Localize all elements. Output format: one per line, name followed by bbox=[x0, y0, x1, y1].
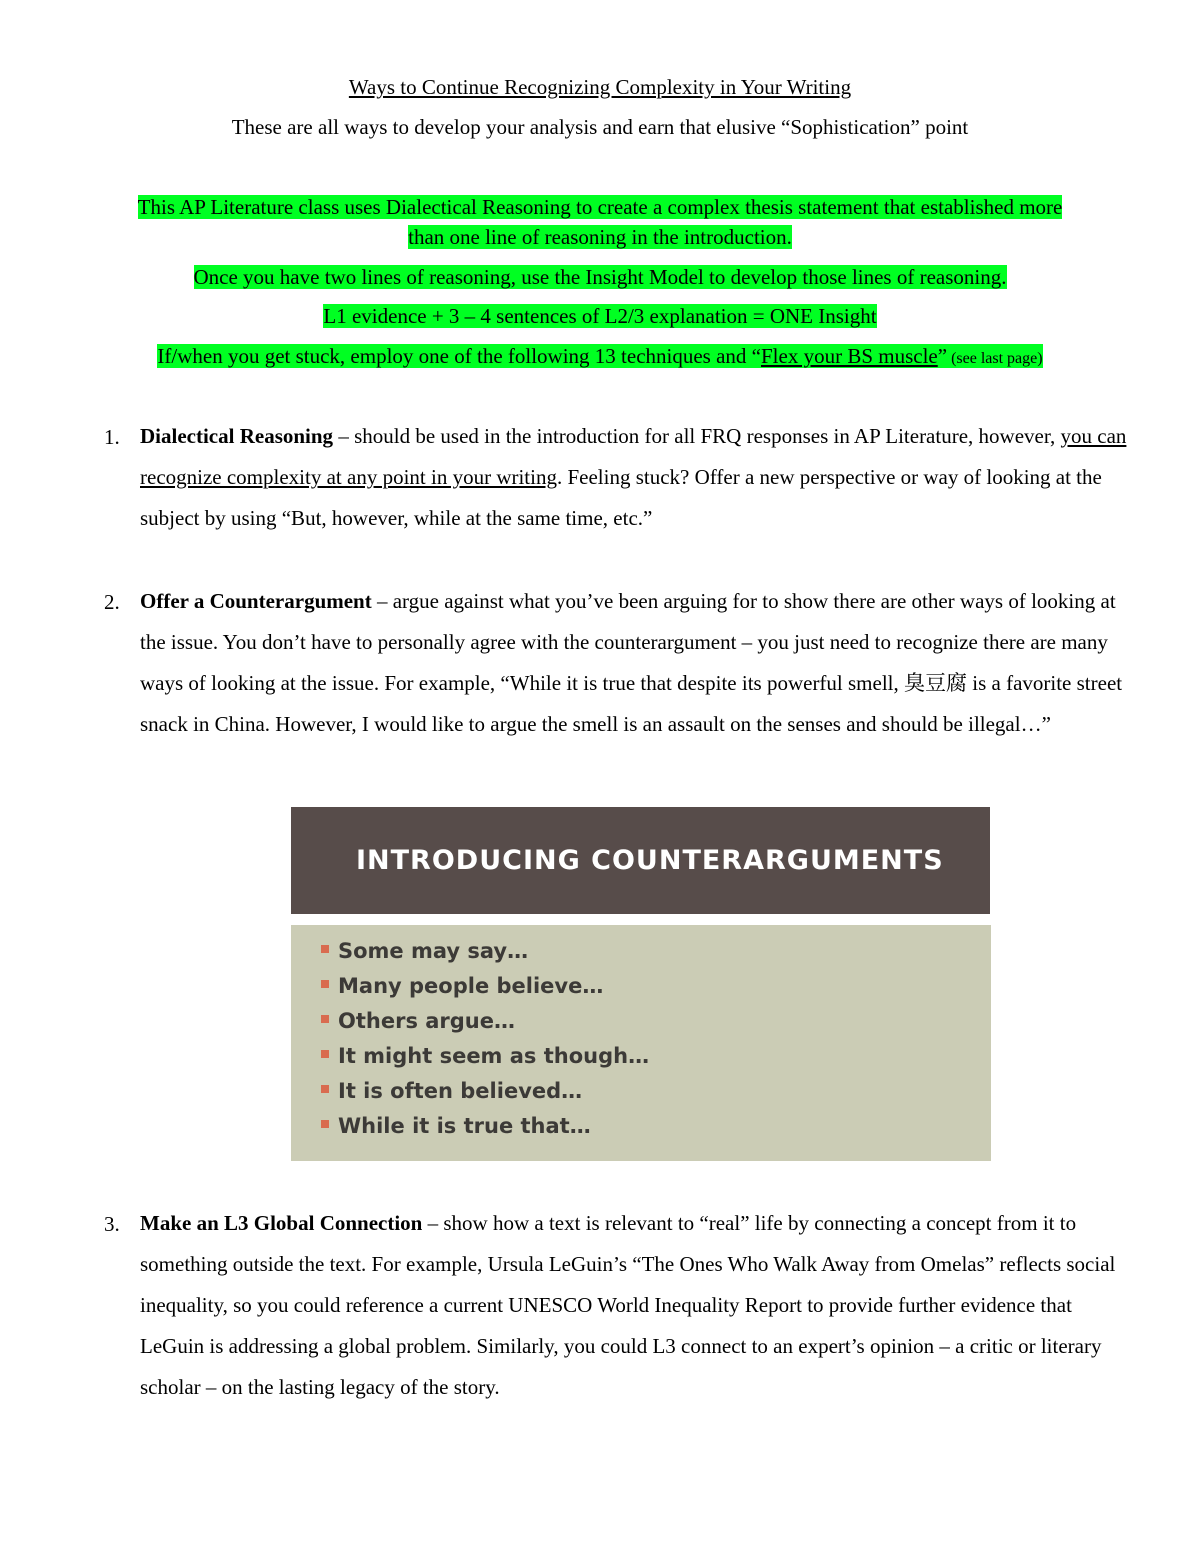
square-bullet-icon bbox=[321, 1120, 329, 1128]
figure-phrase: It might seem as though… bbox=[321, 1041, 649, 1071]
item-2-title: Offer a Counterargument bbox=[140, 589, 372, 613]
page-title bbox=[0, 72, 1200, 102]
figure-phrase: It is often believed… bbox=[321, 1076, 582, 1106]
highlight-line-1b: than one line of reasoning in the introduction. bbox=[408, 225, 792, 249]
figure-phrase: While it is true that… bbox=[321, 1111, 591, 1141]
highlight-line-1a: This AP Literature class uses Dialectical Reasoning to create a complex thesis statement that established more bbox=[137, 195, 1063, 219]
page-subtitle: These are all ways to develop your analysis and earn that elusive “Sophistication” point bbox=[231, 115, 969, 139]
item-1-title: Dialectical Reasoning bbox=[140, 424, 334, 448]
highlight-line-3: L1 evidence + 3 – 4 sentences of L2/3 explanation = ONE Insight bbox=[323, 304, 877, 328]
item-2-number: 2. bbox=[104, 590, 120, 614]
square-bullet-icon bbox=[321, 945, 329, 953]
square-bullet-icon bbox=[321, 1050, 329, 1058]
counterargument-figure bbox=[291, 807, 991, 1161]
flex-bs-muscle-link[interactable]: Flex your BS muscle bbox=[761, 344, 938, 368]
figure-phrase-list bbox=[291, 925, 991, 1161]
see-last-page-note: (see last page) bbox=[947, 350, 1043, 367]
highlight-line-2: Once you have two lines of reasoning, use the Insight Model to develop those lines of reasoning. bbox=[193, 265, 1007, 289]
square-bullet-icon bbox=[321, 1015, 329, 1023]
figure-phrase: Others argue… bbox=[321, 1006, 515, 1036]
item-1-underlined: you can recognize complexity at any point in your writing bbox=[140, 424, 1127, 489]
square-bullet-icon bbox=[321, 1085, 329, 1093]
page-title-text: Ways to Continue Recognizing Complexity in Your Writing bbox=[348, 75, 852, 99]
item-3-number: 3. bbox=[104, 1212, 120, 1236]
item-3-title: Make an L3 Global Connection bbox=[140, 1211, 423, 1235]
figure-phrase: Some may say… bbox=[321, 936, 528, 966]
item-2-paragraph: Offer a Counterargument – argue against what you’ve been arguing for to show there are other ways of looking at the issue. You don’t have to personally agree with the counterargument – you just need to recognize there are many ways of looking at the issue. For example, “While it is true that despite its powerful smell, 臭豆腐 is a favorite street snack in China. However, I would like to argue the smell is an assault on the senses and should be illegal…” bbox=[140, 589, 1123, 736]
item-1-paragraph: Dialectical Reasoning – should be used in the introduction for all FRQ responses in AP Literature, however, you can recognize complexity at any point in your writing. Feeling stuck? Offer a new perspective or way of looking at the subject by using “But, however, while at the same time, etc.” bbox=[140, 424, 1127, 530]
figure-heading: INTRODUCING COUNTERARGUMENTS bbox=[291, 807, 990, 914]
square-bullet-icon bbox=[321, 980, 329, 988]
item-1-number: 1. bbox=[104, 425, 120, 449]
item-3-paragraph: Make an L3 Global Connection – show how a text is relevant to “real” life by connecting a concept from it to something outside the text. For example, Ursula LeGuin’s “The Ones Who Walk Away from Omelas” reflects social inequality, so you could reference a current UNESCO World Inequality Report to provide further evidence that LeGuin is addressing a global problem. Similarly, you could L3 connect to an expert’s opinion – a critic or literary scholar – on the lasting legacy of the story. bbox=[140, 1211, 1116, 1399]
figure-phrase: Many people believe… bbox=[321, 971, 603, 1001]
highlight-line-4: If/when you get stuck, employ one of the following 13 techniques and “Flex your BS muscle” (see last page) bbox=[157, 344, 1043, 368]
